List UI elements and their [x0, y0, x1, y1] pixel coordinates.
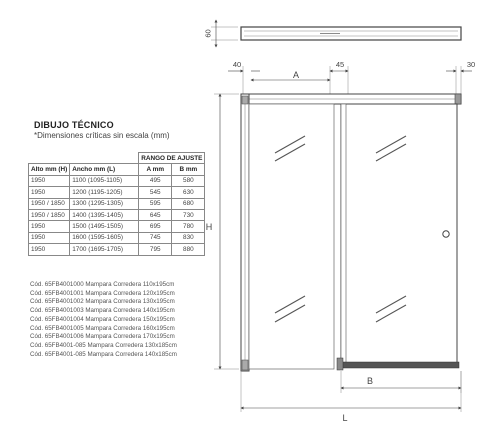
table-row: [29, 221, 205, 232]
product-code-item: Cód. 65FB4001002 Mampara Corredera 130x195cm: [30, 298, 175, 306]
table-row: [29, 187, 205, 198]
dim-a-label: A: [292, 70, 300, 80]
table-cell: 795: [139, 244, 172, 255]
top-dimension-chain: [228, 60, 475, 94]
product-code-item: Cód. 65FB4001005 Mampara Corredera 160x195cm: [30, 324, 175, 332]
drawing-title: DIBUJO TÉCNICO: [34, 120, 114, 130]
table-cell: 880: [172, 244, 205, 255]
table-cell: 630: [172, 187, 205, 198]
product-code-item: Cód. 65FB4001004 Mampara Corredera 150x195cm: [30, 315, 175, 323]
product-code-item: Cód. 65FB4001-085 Mampara Corredera 130x185cm: [30, 341, 177, 349]
dim-45-label: 45: [335, 60, 345, 69]
table-row: [29, 244, 205, 255]
table-cell: 1950: [29, 175, 70, 186]
table-cell: 645: [139, 209, 172, 220]
table-cell: 830: [172, 232, 205, 243]
table-cell: 730: [172, 209, 205, 220]
table-cell: 495: [139, 175, 172, 186]
bottom-guide: [337, 358, 343, 370]
table-cell: 1700 (1695-1705): [70, 244, 139, 255]
table-row: [29, 232, 205, 243]
left-bottom-bracket: [242, 360, 248, 370]
table-cell: 1950: [29, 221, 70, 232]
table-row: [29, 175, 205, 186]
table-row: [29, 209, 205, 220]
product-code-item: Cód. 65FB4001-085 Mampara Corredera 140x185cm: [30, 350, 177, 358]
table-cell: 780: [172, 221, 205, 232]
table-group-header: RANGO DE AJUSTE: [139, 153, 205, 164]
product-code-item: Cód. 65FB4001006 Mampara Corredera 170x195cm: [30, 333, 175, 341]
table-cell: 680: [172, 198, 205, 209]
table-cell: 695: [139, 221, 172, 232]
table-header-cell: Alto mm (H): [29, 164, 70, 175]
product-code-item: Cód. 65FB4001003 Mampara Corredera 140x195cm: [30, 307, 175, 315]
table-cell: 1500 (1495-1505): [70, 221, 139, 232]
dim-b: [341, 371, 461, 393]
table-blank-cell: [70, 153, 139, 164]
product-code-list: [30, 281, 177, 359]
table-header-cell: B mm: [172, 164, 205, 175]
table-cell: 1100 (1095-1105): [70, 175, 139, 186]
table-cell: 1950 / 1850: [29, 209, 70, 220]
table-blank-cell: [29, 153, 70, 164]
table-cell: 1200 (1195-1205): [70, 187, 139, 198]
drawing-subtitle: *Dimensiones críticas sin escala (mm): [34, 131, 170, 140]
table-cell: 545: [139, 187, 172, 198]
dim-l: [241, 371, 461, 423]
table-header-row: [29, 164, 205, 175]
product-code-item: Cód. 65FB4001001 Mampara Corredera 120x195cm: [30, 289, 175, 297]
table-group-header-row: [29, 153, 205, 164]
table-cell: 580: [172, 175, 205, 186]
product-code-item: Cód. 65FB4001000 Mampara Corredera 110x195cm: [30, 281, 175, 288]
table-cell: 1950: [29, 232, 70, 243]
top-profile-view: [204, 20, 462, 47]
table-cell: 1300 (1295-1305): [70, 198, 139, 209]
table-header-cell: Ancho mm (L): [70, 164, 139, 175]
top-profile-rail: [241, 27, 461, 40]
table-header-cell: A mm: [139, 164, 172, 175]
table-cell: 1950: [29, 244, 70, 255]
table-cell: 1950 / 1850: [29, 198, 70, 209]
dim-40-label: 40: [232, 60, 242, 69]
dim-b-label: B: [366, 376, 374, 386]
dim-60-label: 60: [203, 29, 213, 38]
table-cell: 595: [139, 198, 172, 209]
front-view: [241, 94, 461, 371]
sliding-glass-panel: [341, 104, 457, 366]
sliding-panel-edge: [341, 104, 346, 366]
bottom-threshold: [341, 362, 459, 368]
dim-l-label: L: [342, 413, 348, 423]
table-cell: 745: [139, 232, 172, 243]
top-rail-end-cap: [455, 94, 461, 104]
door-handle: [443, 231, 449, 237]
table-cell: 1400 (1395-1405): [70, 209, 139, 220]
dimensions-table: [28, 152, 205, 256]
left-bracket: [242, 96, 248, 104]
dim-h: [206, 94, 239, 369]
table-row: [29, 198, 205, 209]
dim-30-label: 30: [466, 60, 476, 69]
dim-h-label: H: [205, 222, 213, 232]
table-cell: 1600 (1595-1605): [70, 232, 139, 243]
table-cell: 1950: [29, 187, 70, 198]
